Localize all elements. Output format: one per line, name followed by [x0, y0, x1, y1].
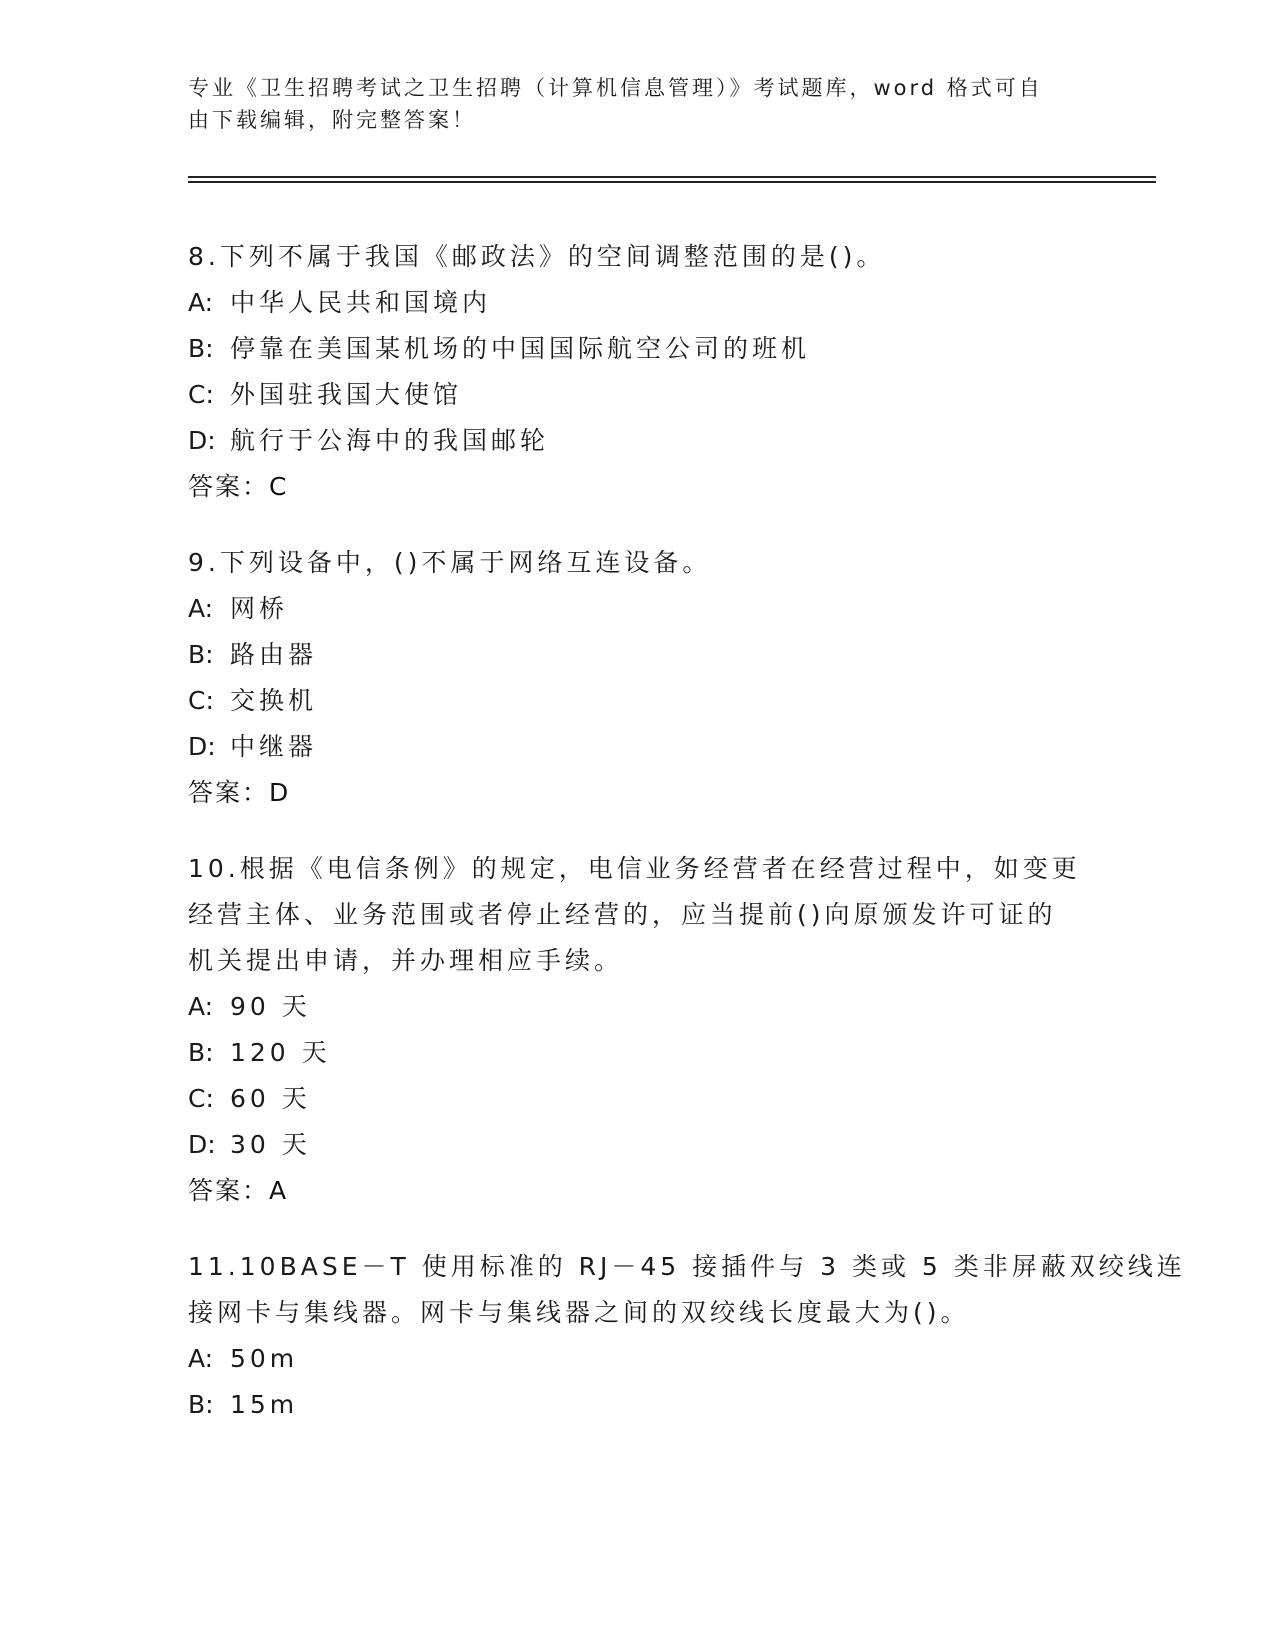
header-line-1: 专业《卫生招聘考试之卫生招聘（计算机信息管理）》考试题库，word 格式可自 — [188, 76, 1043, 100]
option-b — [188, 632, 1108, 678]
option-b — [188, 1382, 1108, 1428]
answer-line: 答案：A — [188, 1176, 289, 1205]
option-text: 120 天 — [230, 1038, 331, 1067]
option-label: D: — [188, 426, 216, 455]
header-divider-bottom — [188, 181, 1156, 183]
option-text: 中继器 — [230, 732, 318, 761]
option-label: C: — [188, 686, 214, 715]
option-d — [188, 1122, 1108, 1168]
option-text: 外国驻我国大使馆 — [230, 380, 463, 409]
header-divider-top — [188, 176, 1156, 178]
answer-line: 答案：D — [188, 778, 291, 807]
question-stem-line: 接网卡与集线器。网卡与集线器之间的双绞线长度最大为()。 — [188, 1298, 970, 1327]
option-c — [188, 1076, 1108, 1122]
question-list — [188, 234, 1186, 1458]
option-d — [188, 418, 1108, 464]
option-label: A: — [188, 1344, 214, 1373]
option-text: 停靠在美国某机场的中国国际航空公司的班机 — [230, 334, 811, 363]
option-label: B: — [188, 640, 214, 669]
option-d — [188, 724, 1108, 770]
question-stem-line: 10.根据《电信条例》的规定，电信业务经营者在经营过程中，如变更 — [188, 854, 1081, 883]
option-label: A: — [188, 992, 214, 1021]
question-stem-line: 经营主体、业务范围或者停止经营的，应当提前()向原颁发许可证的 — [188, 900, 1057, 929]
question-stem-line: 11.10BASE－T 使用标准的 RJ－45 接插件与 3 类或 5 类非屏蔽双绞线连 — [188, 1252, 1186, 1281]
header-line-2: 由下载编辑，附完整答案！ — [188, 108, 476, 132]
option-a — [188, 984, 1108, 1030]
question-stem-line: 机关提出申请，并办理相应手续。 — [188, 946, 624, 975]
option-text: 网桥 — [230, 594, 289, 623]
question-3 — [188, 846, 1108, 1214]
question-2 — [188, 540, 1108, 816]
question-stem-line: 9.下列设备中，()不属于网络互连设备。 — [188, 548, 712, 577]
option-a — [188, 586, 1108, 632]
answer-line: 答案：C — [188, 472, 289, 501]
option-label: D: — [188, 1130, 216, 1159]
question-stem-line: 8.下列不属于我国《邮政法》的空间调整范围的是()。 — [188, 242, 886, 271]
option-label: A: — [188, 288, 214, 317]
option-label: A: — [188, 594, 214, 623]
option-b — [188, 1030, 1108, 1076]
option-text: 中华人民共和国境内 — [230, 288, 492, 317]
option-label: B: — [188, 1038, 214, 1067]
option-label: C: — [188, 380, 214, 409]
option-text: 30 天 — [230, 1130, 311, 1159]
option-b — [188, 326, 1108, 372]
option-c — [188, 678, 1108, 724]
option-label: B: — [188, 334, 214, 363]
option-text: 航行于公海中的我国邮轮 — [230, 426, 550, 455]
option-text: 路由器 — [230, 640, 318, 669]
option-text: 15m — [230, 1390, 299, 1419]
option-label: B: — [188, 1390, 214, 1419]
option-label: C: — [188, 1084, 214, 1113]
option-text: 交换机 — [230, 686, 318, 715]
option-text: 50m — [230, 1344, 299, 1373]
option-a — [188, 280, 1108, 326]
question-1 — [188, 234, 1108, 510]
option-text: 60 天 — [230, 1084, 311, 1113]
question-4 — [188, 1244, 1186, 1428]
option-c — [188, 372, 1108, 418]
option-a — [188, 1336, 1108, 1382]
option-text: 90 天 — [230, 992, 311, 1021]
option-label: D: — [188, 732, 216, 761]
document-header — [188, 72, 1088, 136]
